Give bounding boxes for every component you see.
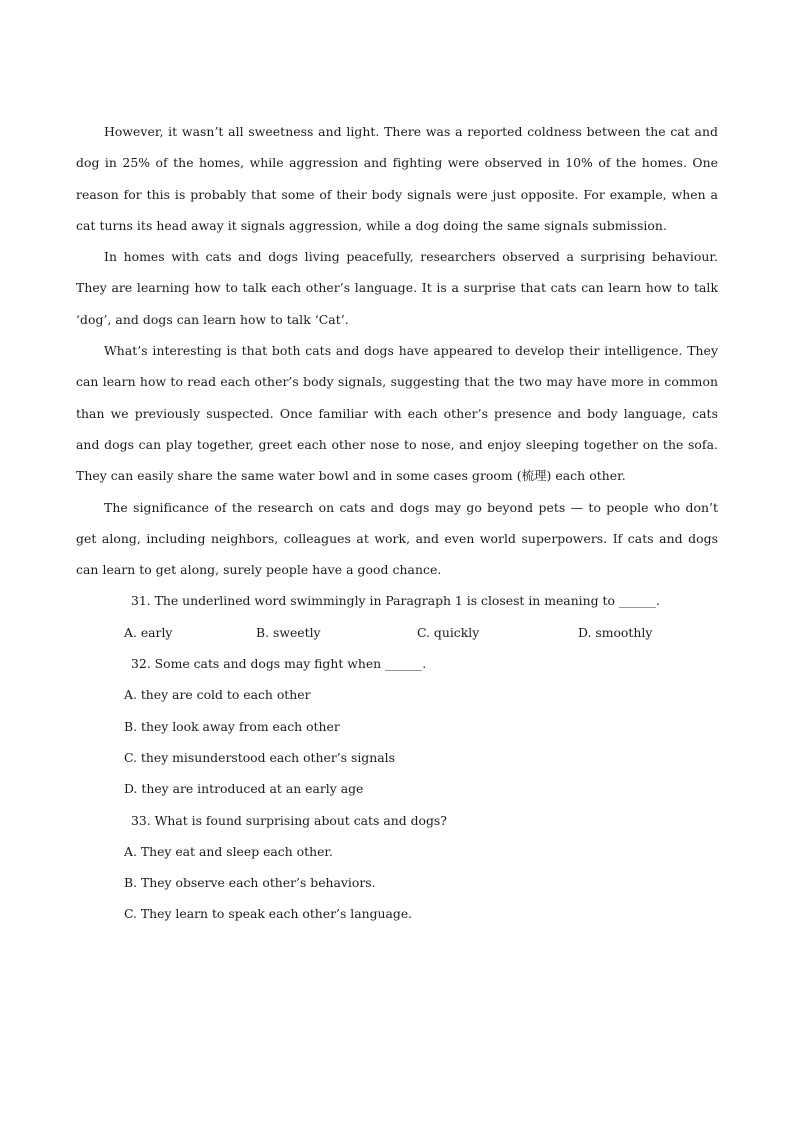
passage-paragraph: In homes with cats and dogs living peacefully, researchers observed a surprising behaviour. They are learning how to talk each other’s language. It is a surprise that cats can learn how to talk ‘dog’, and dogs can learn how to talk ‘Cat’.	[76, 249, 718, 327]
options-row	[76, 617, 718, 648]
option-b: B. sweetly	[256, 624, 321, 640]
question-33	[76, 805, 718, 930]
document-page	[76, 116, 718, 930]
option-d: D. smoothly	[578, 624, 653, 640]
option-b: B. They observe each other’s behaviors.	[124, 875, 376, 891]
option-c: C. They learn to speak each other’s language.	[124, 906, 413, 922]
question-32	[76, 648, 718, 804]
passage-paragraph: What’s interesting is that both cats and dogs have appeared to develop their intelligence. They can learn how to read each other’s body signals, suggesting that the two may have more in common than we previously suspected. Once familiar with each other’s presence and body language, cats and dogs can play together, greet each other nose to nose, and enjoy sleeping together on the sofa. They can easily share the same water bowl and in some cases groom (梳理) each other.	[76, 343, 718, 484]
question-31	[76, 585, 718, 648]
option-c: C. quickly	[417, 624, 480, 640]
option-a: A. early	[124, 624, 173, 640]
option-c: C. they misunderstood each other’s signals	[124, 749, 395, 765]
option-d: D. they are introduced at an early age	[124, 781, 364, 797]
question-stem: 31. The underlined word swimmingly in Paragraph 1 is closest in meaning to ______.	[131, 593, 660, 609]
question-stem: 33. What is found surprising about cats and dogs?	[131, 812, 447, 828]
question-stem: 32. Some cats and dogs may fight when ______.	[131, 656, 427, 672]
option-b: B. they look away from each other	[124, 718, 340, 734]
option-a: A. They eat and sleep each other.	[124, 843, 333, 859]
passage-paragraph: However, it wasn’t all sweetness and light. There was a reported coldness between the cat and dog in 25% of the homes, while aggression and fighting were observed in 10% of the homes. One reason for this is probably that some of their body signals were just opposite. For example, when a cat turns its head away it signals aggression, while a dog doing the same signals submission.	[76, 124, 718, 233]
passage-paragraph: The significance of the research on cats and dogs may go beyond pets — to people who don’t get along, including neighbors, colleagues at work, and even world superpowers. If cats and dogs can learn to get along, surely people have a good chance.	[76, 499, 718, 578]
option-a: A. they are cold to each other	[124, 687, 311, 703]
